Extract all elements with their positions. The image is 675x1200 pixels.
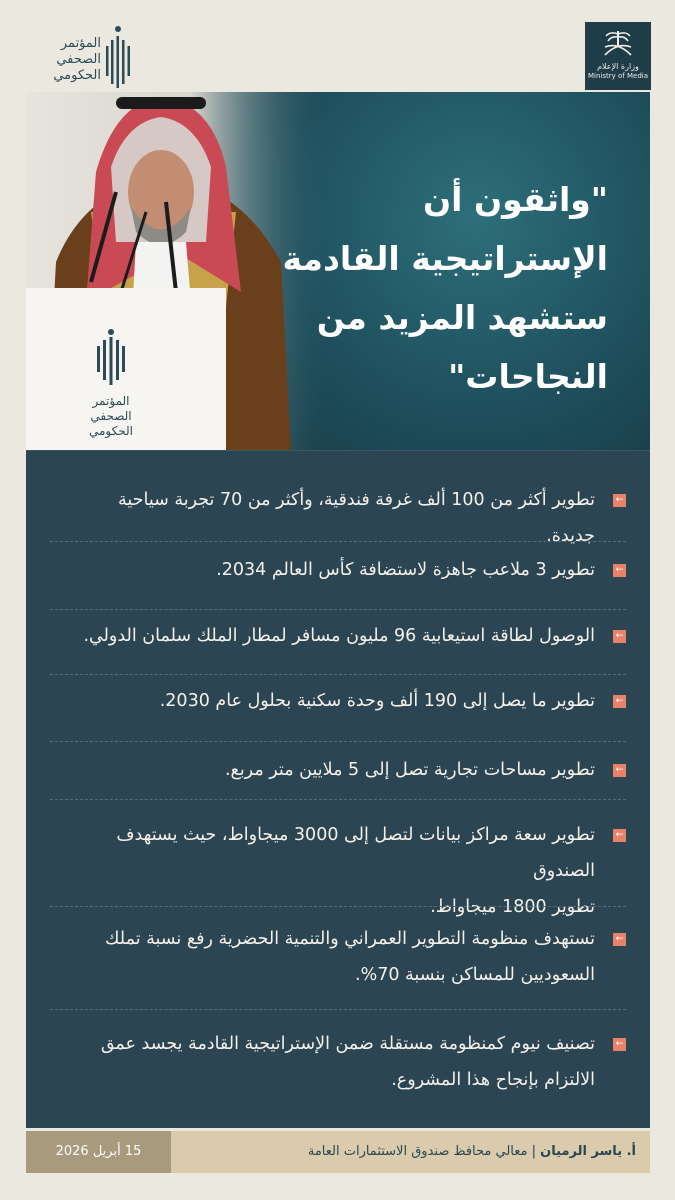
achievements-list: ← تطوير أكثر من 100 ألف غرفة فندقية، وأكثر من 70 تجربة سياحية جديدة. ← تطوير 3 ملاعب جاهزة لاستضافة كأس العالم 2034. ← الوصول لطاقة استيعابية 96 مليون مسافر لمطار الملك سلمان الدولي. ← تطوير ما يصل إلى 190 ألف وحدة سكنية بحلول عام 2030. ← تطوير مساحات تجارية تصل إلى 5 ملايين متر مربع. ← تطوير سعة مراكز بيانات لتصل إلى 3000 ميجاواط، حيث يستهدف الصندوق تطوير 1800 ميجاواط. ← تستهدف منظومة التطوير العمراني والتنمية الحضرية رفع نسبة تملك السعوديين للمساكن بنسبة 70%. ← تصنيف نيوم كمنظومة مستقلة ضمن الإستراتيجية القادمة يجسد عمق الالتزام بإنجاح هذا المشروع.: [26, 450, 650, 1128]
palm-swords-emblem-icon: [600, 28, 636, 58]
divider: [50, 906, 626, 907]
conference-logo-text: المؤتمر الصحفي الحكومي: [53, 36, 101, 83]
conference-emblem-icon: [103, 24, 133, 94]
ministry-name-ar: وزارة الإعلام: [597, 62, 639, 71]
divider: [50, 609, 626, 610]
ministry-logo: [585, 22, 651, 90]
divider: [50, 1009, 626, 1010]
arrow-bullet-icon: ←: [613, 630, 626, 643]
divider: [50, 674, 626, 675]
speaker-title: | معالي محافظ صندوق الاستثمارات العامة: [307, 1144, 537, 1159]
arrow-bullet-icon: ←: [613, 1038, 626, 1051]
headline-quote: "واثقون أن الإستراتيجية القادمة ستشهد المزيد من النجاحات": [282, 180, 608, 396]
ministry-name-en: Ministry of Media: [588, 72, 648, 80]
conference-logo: [18, 22, 133, 97]
footer-bar: [26, 1131, 650, 1173]
arrow-bullet-icon: ←: [613, 695, 626, 708]
arrow-bullet-icon: ←: [613, 564, 626, 577]
divider: [50, 741, 626, 742]
arrow-bullet-icon: ←: [613, 933, 626, 946]
speaker-name: أ. ياسر الرميان: [540, 1144, 636, 1159]
podium-emblem-icon: [91, 328, 131, 390]
arrow-bullet-icon: ←: [613, 764, 626, 777]
hero-banner: [26, 92, 650, 450]
publish-date: 15 أبريل 2026: [26, 1131, 171, 1173]
arrow-bullet-icon: ←: [613, 829, 626, 842]
podium-logo: المؤتمر الصحفي الحكومي: [71, 328, 151, 438]
speaker-credit: [171, 1131, 650, 1173]
arrow-bullet-icon: ←: [613, 494, 626, 507]
divider: [50, 541, 626, 542]
divider: [50, 799, 626, 800]
